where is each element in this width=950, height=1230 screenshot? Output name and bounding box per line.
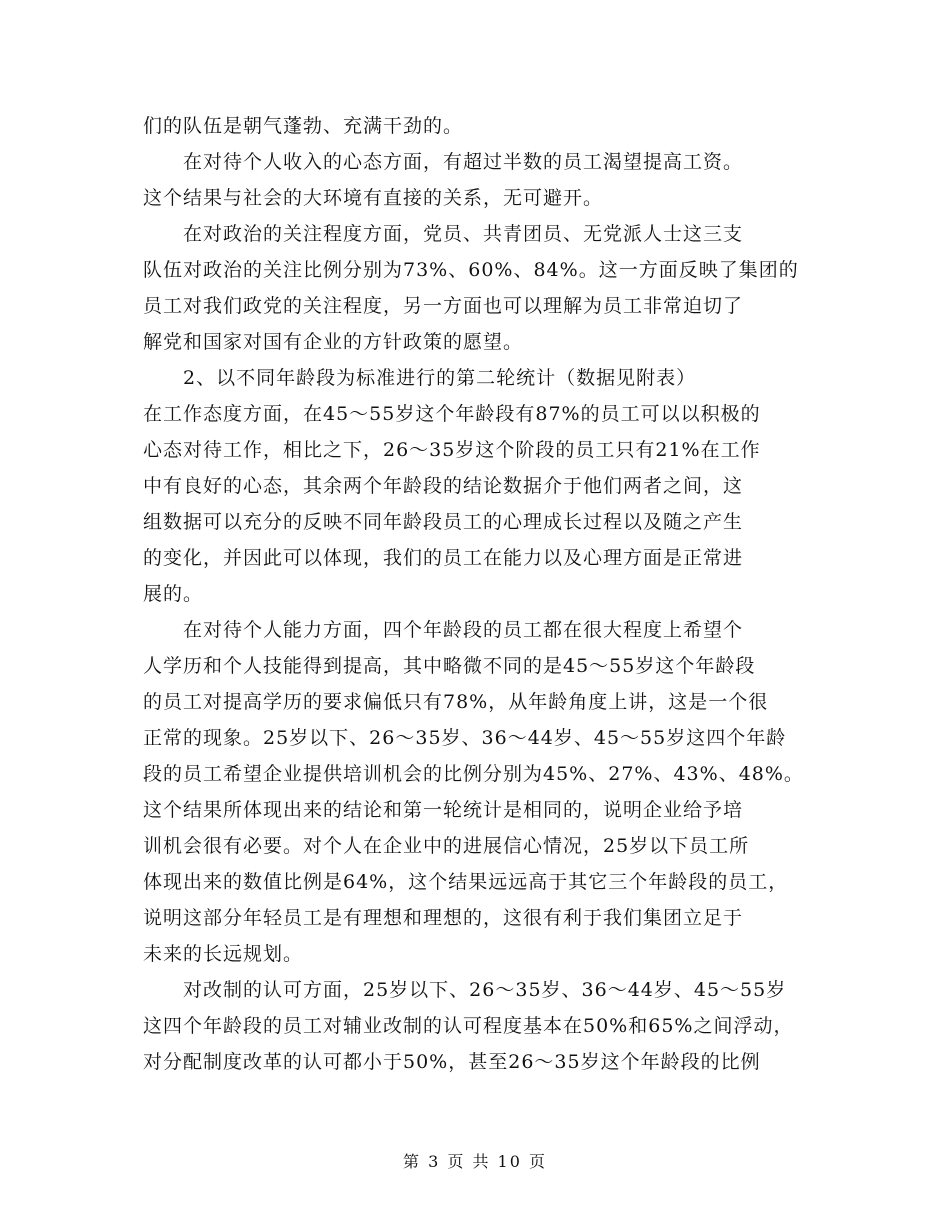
text-line: 的员工对提高学历的要求偏低只有78%，从年龄角度上讲，这是一个很 (143, 691, 769, 713)
text-line: 段的员工希望企业提供培训机会的比例分别为45%、27%、43%、48%。 (143, 763, 804, 785)
text-line: 说明这部分年轻员工是有理想和理想的，这很有利于我们集团立足于 (143, 907, 744, 929)
text-line: 对分配制度改革的认可都小于50%，甚至26～35岁这个年龄段的比例 (143, 1051, 761, 1073)
text-line: 体现出来的数值比例是64%，这个结果远远高于其它三个年龄段的员工， (143, 871, 789, 893)
text-line: 解党和国家对国有企业的方针政策的愿望。 (143, 331, 524, 353)
text-line: 组数据可以充分的反映不同年龄段员工的心理成长过程以及随之产生 (143, 511, 744, 533)
text-line: 人学历和个人技能得到提高，其中略微不同的是45～55岁这个年龄段 (143, 655, 756, 677)
text-line: 展的。 (143, 583, 204, 605)
text-line: 队伍对政治的关注比例分别为73%、60%、84%。这一方面反映了集团的 (143, 259, 799, 281)
text-line: 正常的现象。25岁以下、26～35岁、36～44岁、45～55岁这四个年龄 (143, 727, 787, 749)
text-line: 的变化，并因此可以体现，我们的员工在能力以及心理方面是正常进 (143, 547, 744, 569)
text-line: 这个结果所体现出来的结论和第一轮统计是相同的，说明企业给予培 (143, 799, 744, 821)
text-line: 们的队伍是朝气蓬勃、充满干劲的。 (143, 115, 464, 137)
page-footer: 第 3 页 共 10 页 (403, 1152, 547, 1171)
text-line: 在对政治的关注程度方面，党员、共青团员、无党派人士这三支 (183, 223, 744, 245)
text-line: 训机会很有必要。对个人在企业中的进展信心情况，25岁以下员工所 (143, 835, 750, 857)
text-line: 对改制的认可方面，25岁以下、26～35岁、36～44岁、45～55岁 (183, 979, 787, 1001)
text-line: 在工作态度方面，在45～55岁这个年龄段有87%的员工可以以积极的 (143, 403, 761, 425)
text-line: 2、以不同年龄段为标准进行的第二轮统计（数据见附表） (183, 367, 697, 389)
text-line: 这个结果与社会的大环境有直接的关系，无可避开。 (143, 187, 604, 209)
text-line: 未来的长远规划。 (143, 943, 304, 965)
text-line: 中有良好的心态，其余两个年龄段的结论数据介于他们两者之间，这 (143, 475, 744, 497)
text-line: 员工对我们政党的关注程度，另一方面也可以理解为员工非常迫切了 (143, 295, 744, 317)
text-line: 心态对待工作，相比之下，26～35岁这个阶段的员工只有21%在工作 (143, 439, 761, 461)
text-line: 这四个年龄段的员工对辅业改制的认可程度基本在50%和65%之间浮动， (143, 1015, 794, 1037)
text-line: 在对待个人能力方面，四个年龄段的员工都在很大程度上希望个 (183, 619, 744, 641)
text-line: 在对待个人收入的心态方面，有超过半数的员工渴望提高工资。 (183, 151, 744, 173)
document-body (143, 108, 823, 1080)
